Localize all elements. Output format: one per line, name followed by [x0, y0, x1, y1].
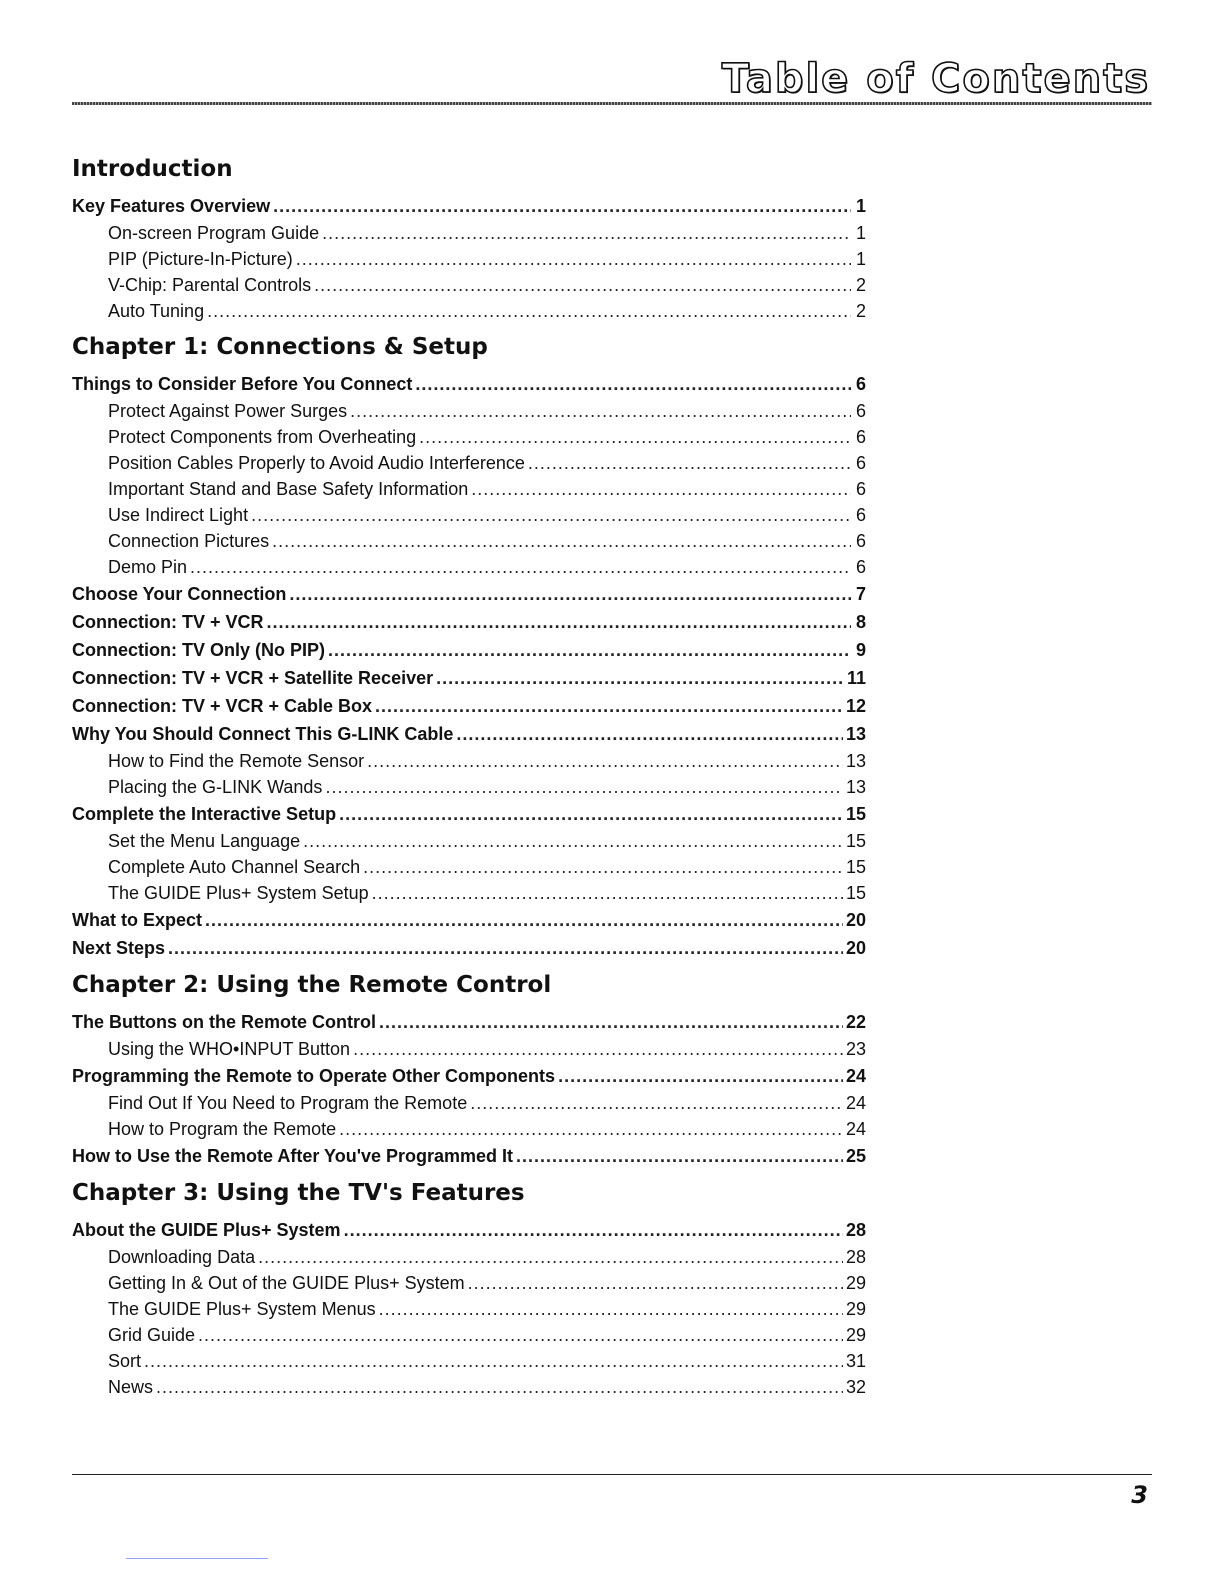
- toc-subentry[interactable]: [72, 424, 866, 450]
- entry-page-number: 13: [845, 777, 866, 797]
- dot-leader: [468, 1270, 843, 1296]
- dot-leader: [314, 272, 851, 298]
- dot-leader: [558, 1062, 843, 1090]
- entry-page-number: 22: [845, 1012, 866, 1032]
- entry-page-number: 13: [845, 751, 866, 771]
- entry-label: PIP (Picture-In-Picture): [108, 249, 293, 269]
- toc-entry[interactable]: [72, 1142, 866, 1170]
- entry-page-number: 6: [855, 479, 866, 499]
- entry-label: V-Chip: Parental Controls: [108, 275, 312, 295]
- entry-label: Sort: [108, 1351, 142, 1371]
- dot-leader: [375, 692, 843, 720]
- toc-subentry[interactable]: [72, 1348, 866, 1374]
- toc-subentry[interactable]: [72, 880, 866, 906]
- dot-leader: [168, 934, 843, 962]
- entry-label: Using the WHO•INPUT Button: [108, 1039, 351, 1059]
- dot-leader: [328, 636, 851, 664]
- entry-label: Placing the G-LINK Wands: [108, 777, 323, 797]
- entry-page-number: 29: [845, 1299, 866, 1319]
- entry-page-number: 28: [845, 1220, 866, 1240]
- entry-page-number: 1: [855, 249, 866, 269]
- entry-page-number: 6: [855, 401, 866, 421]
- toc-entry[interactable]: [72, 1216, 866, 1244]
- toc-subentry[interactable]: [72, 450, 866, 476]
- entry-page-number: 20: [845, 910, 866, 930]
- dot-leader: [198, 1322, 843, 1348]
- toc-entry[interactable]: [72, 664, 866, 692]
- entry-page-number: 24: [845, 1066, 866, 1086]
- toc-subentry[interactable]: [72, 1374, 866, 1400]
- toc-subentry[interactable]: [72, 1296, 866, 1322]
- dot-leader: [471, 476, 851, 502]
- entry-label: The Buttons on the Remote Control: [72, 1012, 376, 1032]
- toc-subentry[interactable]: [72, 476, 866, 502]
- entry-page-number: 1: [855, 223, 866, 243]
- toc-subentry[interactable]: [72, 1244, 866, 1270]
- entry-label: Connection Pictures: [108, 531, 270, 551]
- toc-entry[interactable]: [72, 370, 866, 398]
- entry-label: How to Program the Remote: [108, 1119, 337, 1139]
- entry-page-number: 29: [845, 1325, 866, 1345]
- entry-label: Find Out If You Need to Program the Remote: [108, 1093, 468, 1113]
- dot-leader: [325, 774, 843, 800]
- dot-leader: [144, 1348, 843, 1374]
- section-gap: [72, 1400, 866, 1406]
- dot-leader: [267, 608, 851, 636]
- dot-leader: [379, 1008, 843, 1036]
- dot-leader: [190, 554, 851, 580]
- toc-entry[interactable]: [72, 636, 866, 664]
- entry-page-number: 20: [845, 938, 866, 958]
- toc-subentry[interactable]: [72, 828, 866, 854]
- toc-entry[interactable]: [72, 934, 866, 962]
- entry-label: Demo Pin: [108, 557, 188, 577]
- toc-subentry[interactable]: [72, 1116, 866, 1142]
- dot-leader: [258, 1244, 843, 1270]
- entry-page-number: 2: [855, 275, 866, 295]
- dot-leader: [367, 748, 843, 774]
- table-of-contents: [72, 152, 866, 1406]
- entry-label: Things to Consider Before You Connect: [72, 374, 413, 394]
- entry-page-number: 6: [855, 557, 866, 577]
- entry-page-number: 24: [845, 1093, 866, 1113]
- entry-label: Connection: TV Only (No PIP): [72, 640, 325, 660]
- dot-leader: [456, 720, 843, 748]
- toc-entry[interactable]: [72, 906, 866, 934]
- toc-subentry[interactable]: [72, 1270, 866, 1296]
- dot-leader: [339, 800, 843, 828]
- entry-label: Complete Auto Channel Search: [108, 857, 361, 877]
- toc-subentry[interactable]: [72, 246, 866, 272]
- section-heading: Chapter 2: Using the Remote Control: [72, 972, 552, 998]
- toc-subentry[interactable]: [72, 398, 866, 424]
- entry-page-number: 6: [855, 531, 866, 551]
- toc-entry[interactable]: [72, 720, 866, 748]
- entry-page-number: 6: [855, 505, 866, 525]
- entry-label: Protect Components from Overheating: [108, 427, 417, 447]
- entry-label: Grid Guide: [108, 1325, 196, 1345]
- toc-subentry[interactable]: [72, 502, 866, 528]
- entry-label: About the GUIDE Plus+ System: [72, 1220, 341, 1240]
- entry-label: Why You Should Connect This G-LINK Cable: [72, 724, 454, 744]
- entry-page-number: 31: [845, 1351, 866, 1371]
- dot-leader: [289, 580, 851, 608]
- entry-page-number: 32: [845, 1377, 866, 1397]
- dot-leader: [350, 398, 851, 424]
- toc-entry[interactable]: [72, 580, 866, 608]
- entry-page-number: 13: [845, 724, 866, 744]
- section-heading: Chapter 1: Connections & Setup: [72, 334, 488, 360]
- toc-subentry[interactable]: [72, 272, 866, 298]
- entry-label: Connection: TV + VCR + Satellite Receiver: [72, 668, 434, 688]
- dot-leader: [516, 1142, 843, 1170]
- dot-leader: [156, 1374, 843, 1400]
- entry-page-number: 7: [855, 584, 866, 604]
- section-heading: Introduction: [72, 156, 233, 182]
- entry-page-number: 8: [855, 612, 866, 632]
- entry-label: Choose Your Connection: [72, 584, 287, 604]
- toc-subentry[interactable]: [72, 1036, 866, 1062]
- entry-label: The GUIDE Plus+ System Setup: [108, 883, 369, 903]
- dot-leader: [372, 880, 843, 906]
- dot-leader: [436, 664, 844, 692]
- entry-label: Use Indirect Light: [108, 505, 249, 525]
- toc-subentry[interactable]: [72, 298, 866, 324]
- dot-leader: [353, 1036, 843, 1062]
- dot-leader: [470, 1090, 843, 1116]
- entry-label: How to Find the Remote Sensor: [108, 751, 365, 771]
- entry-label: Programming the Remote to Operate Other Components: [72, 1066, 556, 1086]
- toc-entry[interactable]: [72, 692, 866, 720]
- entry-page-number: 6: [855, 427, 866, 447]
- entry-label: Position Cables Properly to Avoid Audio Interference: [108, 453, 525, 473]
- entry-page-number: 1: [855, 196, 866, 216]
- entry-page-number: 2: [855, 301, 866, 321]
- entry-label: Auto Tuning: [108, 301, 205, 321]
- entry-label: Connection: TV + VCR: [72, 612, 264, 632]
- toc-entry[interactable]: [72, 1062, 866, 1090]
- header-rule: [72, 102, 1152, 105]
- toc-entry[interactable]: [72, 800, 866, 828]
- dot-leader: [419, 424, 851, 450]
- entry-label: Set the Menu Language: [108, 831, 301, 851]
- entry-label: Next Steps: [72, 938, 166, 958]
- dot-leader: [379, 1296, 843, 1322]
- dot-leader: [303, 828, 843, 854]
- toc-entry[interactable]: [72, 192, 866, 220]
- dot-leader: [339, 1116, 843, 1142]
- entry-page-number: 28: [845, 1247, 866, 1267]
- footer-rule: [72, 1474, 1152, 1475]
- toc-subentry[interactable]: [72, 774, 866, 800]
- toc-subentry[interactable]: [72, 1090, 866, 1116]
- dot-leader: [207, 298, 851, 324]
- toc-entry[interactable]: [72, 1008, 866, 1036]
- toc-subentry[interactable]: [72, 528, 866, 554]
- entry-page-number: 25: [845, 1146, 866, 1166]
- dot-leader: [528, 450, 851, 476]
- page-title: Table of Contents: [721, 56, 1150, 102]
- toc-subentry[interactable]: [72, 554, 866, 580]
- entry-label: Complete the Interactive Setup: [72, 804, 337, 824]
- toc-entry[interactable]: [72, 608, 866, 636]
- toc-subentry[interactable]: [72, 854, 866, 880]
- entry-page-number: 9: [855, 640, 866, 660]
- entry-page-number: 15: [845, 883, 866, 903]
- scan-mark: [126, 1558, 268, 1559]
- entry-label: Protect Against Power Surges: [108, 401, 348, 421]
- toc-subentry[interactable]: [72, 748, 866, 774]
- entry-page-number: 15: [845, 831, 866, 851]
- entry-label: Downloading Data: [108, 1247, 256, 1267]
- entry-label: On-screen Program Guide: [108, 223, 320, 243]
- dot-leader: [296, 246, 851, 272]
- dot-leader: [363, 854, 843, 880]
- entry-page-number: 6: [855, 374, 866, 394]
- entry-label: What to Expect: [72, 910, 203, 930]
- entry-page-number: 11: [846, 668, 866, 688]
- entry-page-number: 6: [855, 453, 866, 473]
- entry-label: How to Use the Remote After You've Programmed It: [72, 1146, 514, 1166]
- toc-subentry[interactable]: [72, 220, 866, 246]
- entry-page-number: 15: [845, 857, 866, 877]
- dot-leader: [205, 906, 843, 934]
- page-number: 3: [1131, 1481, 1148, 1509]
- entry-label: Getting In & Out of the GUIDE Plus+ System: [108, 1273, 465, 1293]
- entry-page-number: 12: [845, 696, 866, 716]
- dot-leader: [272, 528, 851, 554]
- dot-leader: [415, 370, 851, 398]
- section-heading: Chapter 3: Using the TV's Features: [72, 1180, 525, 1206]
- entry-page-number: 23: [845, 1039, 866, 1059]
- dot-leader: [344, 1216, 843, 1244]
- dot-leader: [273, 192, 851, 220]
- entry-page-number: 24: [845, 1119, 866, 1139]
- entry-label: Important Stand and Base Safety Information: [108, 479, 469, 499]
- entry-page-number: 29: [845, 1273, 866, 1293]
- dot-leader: [251, 502, 851, 528]
- entry-label: The GUIDE Plus+ System Menus: [108, 1299, 376, 1319]
- entry-label: Key Features Overview: [72, 196, 271, 216]
- toc-subentry[interactable]: [72, 1322, 866, 1348]
- entry-label: News: [108, 1377, 154, 1397]
- dot-leader: [322, 220, 851, 246]
- entry-page-number: 15: [845, 804, 866, 824]
- entry-label: Connection: TV + VCR + Cable Box: [72, 696, 373, 716]
